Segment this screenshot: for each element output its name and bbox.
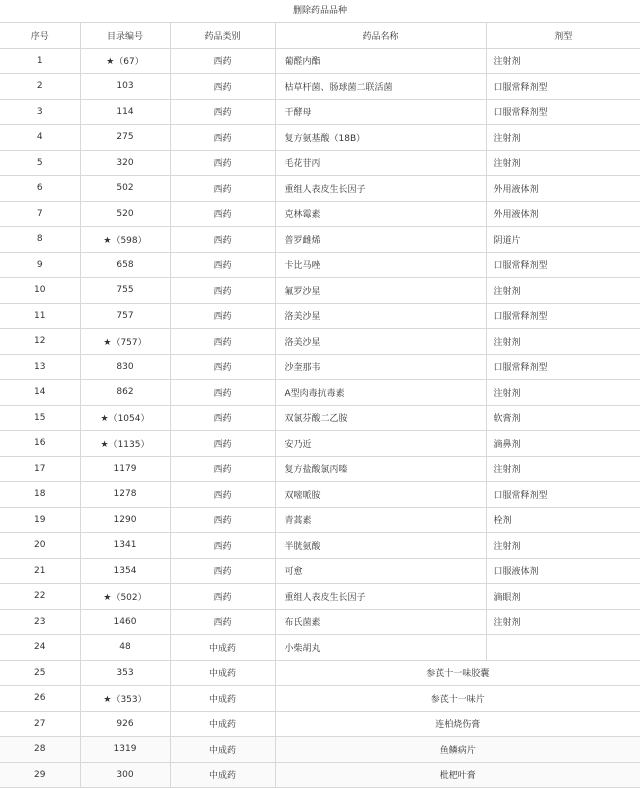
table-row	[0, 533, 640, 559]
header-code: 目录编号	[80, 23, 170, 48]
cell-dosage-form: 滴鼻剂	[486, 431, 640, 457]
cell-category: 西药	[170, 533, 275, 559]
cell-no: 6	[0, 176, 80, 202]
cell-dosage-form: 注射剂	[486, 125, 640, 151]
table-row	[0, 48, 640, 74]
table-row	[0, 584, 640, 610]
cell-category: 西药	[170, 431, 275, 457]
cell-category: 西药	[170, 99, 275, 125]
cell-drug-name: 复方氨基酸（18B）	[275, 125, 486, 151]
cell-no: 26	[0, 686, 80, 712]
cell-drug-name: 毛花苷丙	[275, 150, 486, 176]
cell-dosage-form: 口服常释剂型	[486, 303, 640, 329]
cell-drug-name: 安乃近	[275, 431, 486, 457]
cell-category: 西药	[170, 380, 275, 406]
cell-dosage-form: 软膏剂	[486, 405, 640, 431]
cell-dosage-form: 栓剂	[486, 507, 640, 533]
cell-drug-name: 双氯芬酸二乙胺	[275, 405, 486, 431]
cell-category: 中成药	[170, 660, 275, 686]
cell-code: 862	[80, 380, 170, 406]
cell-drug-name: 枇杷叶膏	[275, 762, 640, 788]
cell-drug-name: 普罗雌烯	[275, 227, 486, 253]
cell-code: 830	[80, 354, 170, 380]
cell-code: 300	[80, 762, 170, 788]
table-row	[0, 456, 640, 482]
table-row	[0, 278, 640, 304]
cell-code: 1319	[80, 737, 170, 763]
cell-drug-name: 卡比马唑	[275, 252, 486, 278]
cell-drug-name: 布氏菌素	[275, 609, 486, 635]
cell-category: 西药	[170, 150, 275, 176]
cell-drug-name: 葡醛内酯	[275, 48, 486, 74]
cell-no: 13	[0, 354, 80, 380]
cell-no: 3	[0, 99, 80, 125]
cell-no: 27	[0, 711, 80, 737]
cell-no: 20	[0, 533, 80, 559]
table-row	[0, 201, 640, 227]
cell-code: ★（502）	[80, 584, 170, 610]
table-title: 删除药品品种	[0, 0, 640, 23]
cell-dosage-form: 注射剂	[486, 278, 640, 304]
header-drug-name: 药品名称	[275, 23, 486, 48]
cell-drug-name: 氟罗沙星	[275, 278, 486, 304]
cell-drug-name: 参芪十一味片	[275, 686, 640, 712]
cell-category: 西药	[170, 329, 275, 355]
cell-code: 103	[80, 74, 170, 100]
table-row	[0, 150, 640, 176]
cell-code: 1290	[80, 507, 170, 533]
header-no: 序号	[0, 23, 80, 48]
cell-no: 18	[0, 482, 80, 508]
table-row	[0, 252, 640, 278]
cell-drug-name: 洛美沙星	[275, 329, 486, 355]
cell-no: 8	[0, 227, 80, 253]
cell-no: 21	[0, 558, 80, 584]
cell-no: 28	[0, 737, 80, 763]
cell-dosage-form: 口服常释剂型	[486, 74, 640, 100]
table-row	[0, 711, 640, 737]
cell-code: 520	[80, 201, 170, 227]
cell-category: 中成药	[170, 737, 275, 763]
cell-category: 西药	[170, 456, 275, 482]
cell-dosage-form: 阴道片	[486, 227, 640, 253]
cell-no: 19	[0, 507, 80, 533]
cell-category: 中成药	[170, 635, 275, 661]
cell-no: 12	[0, 329, 80, 355]
cell-code: 48	[80, 635, 170, 661]
cell-category: 西药	[170, 405, 275, 431]
cell-category: 西药	[170, 584, 275, 610]
table-row	[0, 482, 640, 508]
cell-code: 1278	[80, 482, 170, 508]
cell-dosage-form: 口服常释剂型	[486, 482, 640, 508]
cell-drug-name: 双嘧哌胺	[275, 482, 486, 508]
cell-drug-name: 参芪十一味胶囊	[275, 660, 640, 686]
cell-code: ★（598）	[80, 227, 170, 253]
cell-category: 西药	[170, 252, 275, 278]
cell-code: 114	[80, 99, 170, 125]
table-row	[0, 737, 640, 763]
cell-category: 西药	[170, 354, 275, 380]
table-row	[0, 762, 640, 788]
header-category: 药品类别	[170, 23, 275, 48]
cell-no: 24	[0, 635, 80, 661]
table-row	[0, 660, 640, 686]
cell-category: 中成药	[170, 686, 275, 712]
cell-dosage-form: 注射剂	[486, 609, 640, 635]
cell-code: 320	[80, 150, 170, 176]
cell-dosage-form: 滴眼剂	[486, 584, 640, 610]
cell-no: 9	[0, 252, 80, 278]
cell-dosage-form	[486, 635, 640, 661]
cell-no: 10	[0, 278, 80, 304]
table-row	[0, 176, 640, 202]
cell-no: 23	[0, 609, 80, 635]
cell-code: ★（757）	[80, 329, 170, 355]
cell-drug-name: 青蒿素	[275, 507, 486, 533]
table-row	[0, 125, 640, 151]
cell-dosage-form: 口服常释剂型	[486, 99, 640, 125]
table-row	[0, 354, 640, 380]
cell-category: 西药	[170, 176, 275, 202]
table-row	[0, 329, 640, 355]
cell-category: 西药	[170, 74, 275, 100]
cell-code: ★（67）	[80, 48, 170, 74]
cell-code: ★（1135）	[80, 431, 170, 457]
table-row	[0, 609, 640, 635]
cell-dosage-form: 口服常释剂型	[486, 252, 640, 278]
cell-drug-name: 半胱氨酸	[275, 533, 486, 559]
cell-drug-name: 干酵母	[275, 99, 486, 125]
cell-dosage-form: 注射剂	[486, 150, 640, 176]
header-row	[0, 23, 640, 48]
cell-code: 1341	[80, 533, 170, 559]
cell-category: 西药	[170, 227, 275, 253]
cell-drug-name: 可愈	[275, 558, 486, 584]
cell-category: 西药	[170, 48, 275, 74]
cell-drug-name: 复方盐酸氯丙嗪	[275, 456, 486, 482]
table-row	[0, 507, 640, 533]
cell-dosage-form: 外用液体剂	[486, 201, 640, 227]
cell-dosage-form: 注射剂	[486, 329, 640, 355]
cell-no: 16	[0, 431, 80, 457]
cell-dosage-form: 注射剂	[486, 456, 640, 482]
cell-dosage-form: 注射剂	[486, 380, 640, 406]
cell-dosage-form: 口服液体剂	[486, 558, 640, 584]
cell-code: 1354	[80, 558, 170, 584]
cell-no: 25	[0, 660, 80, 686]
cell-drug-name: 克林霉素	[275, 201, 486, 227]
cell-code: 926	[80, 711, 170, 737]
table-row	[0, 635, 640, 661]
table-row	[0, 558, 640, 584]
table-row	[0, 99, 640, 125]
cell-no: 22	[0, 584, 80, 610]
cell-no: 17	[0, 456, 80, 482]
cell-drug-name: 枯草杆菌、肠球菌二联活菌	[275, 74, 486, 100]
table-row	[0, 303, 640, 329]
cell-no: 29	[0, 762, 80, 788]
cell-category: 西药	[170, 278, 275, 304]
cell-category: 西药	[170, 303, 275, 329]
table-row	[0, 74, 640, 100]
cell-category: 西药	[170, 482, 275, 508]
table-row	[0, 405, 640, 431]
cell-drug-name: 洛美沙星	[275, 303, 486, 329]
cell-drug-name: 鱼鳞病片	[275, 737, 640, 763]
cell-drug-name: 重组人表皮生长因子	[275, 584, 486, 610]
cell-drug-name: A型肉毒抗毒素	[275, 380, 486, 406]
cell-drug-name: 连柏烧伤膏	[275, 711, 640, 737]
cell-category: 中成药	[170, 711, 275, 737]
cell-no: 15	[0, 405, 80, 431]
cell-no: 5	[0, 150, 80, 176]
cell-drug-name: 小柴胡丸	[275, 635, 486, 661]
cell-category: 西药	[170, 125, 275, 151]
cell-code: 1460	[80, 609, 170, 635]
cell-code: ★（353）	[80, 686, 170, 712]
cell-code: 502	[80, 176, 170, 202]
cell-category: 西药	[170, 558, 275, 584]
cell-code: 755	[80, 278, 170, 304]
cell-no: 2	[0, 74, 80, 100]
cell-code: 757	[80, 303, 170, 329]
cell-code: 353	[80, 660, 170, 686]
cell-dosage-form: 注射剂	[486, 48, 640, 74]
cell-category: 西药	[170, 507, 275, 533]
header-dosage-form: 剂型	[486, 23, 640, 48]
cell-code: 1179	[80, 456, 170, 482]
cell-no: 7	[0, 201, 80, 227]
table-row	[0, 431, 640, 457]
cell-no: 1	[0, 48, 80, 74]
cell-no: 14	[0, 380, 80, 406]
table-row	[0, 227, 640, 253]
deleted-drugs-table	[0, 23, 640, 788]
cell-code: 658	[80, 252, 170, 278]
table-body	[0, 48, 640, 788]
cell-no: 4	[0, 125, 80, 151]
cell-dosage-form: 注射剂	[486, 533, 640, 559]
cell-dosage-form: 口服常释剂型	[486, 354, 640, 380]
cell-category: 中成药	[170, 762, 275, 788]
cell-category: 西药	[170, 201, 275, 227]
cell-code: 275	[80, 125, 170, 151]
cell-dosage-form: 外用液体剂	[486, 176, 640, 202]
cell-no: 11	[0, 303, 80, 329]
cell-category: 西药	[170, 609, 275, 635]
cell-drug-name: 沙奎那韦	[275, 354, 486, 380]
cell-code: ★（1054）	[80, 405, 170, 431]
table-row	[0, 380, 640, 406]
table-row	[0, 686, 640, 712]
cell-drug-name: 重组人表皮生长因子	[275, 176, 486, 202]
